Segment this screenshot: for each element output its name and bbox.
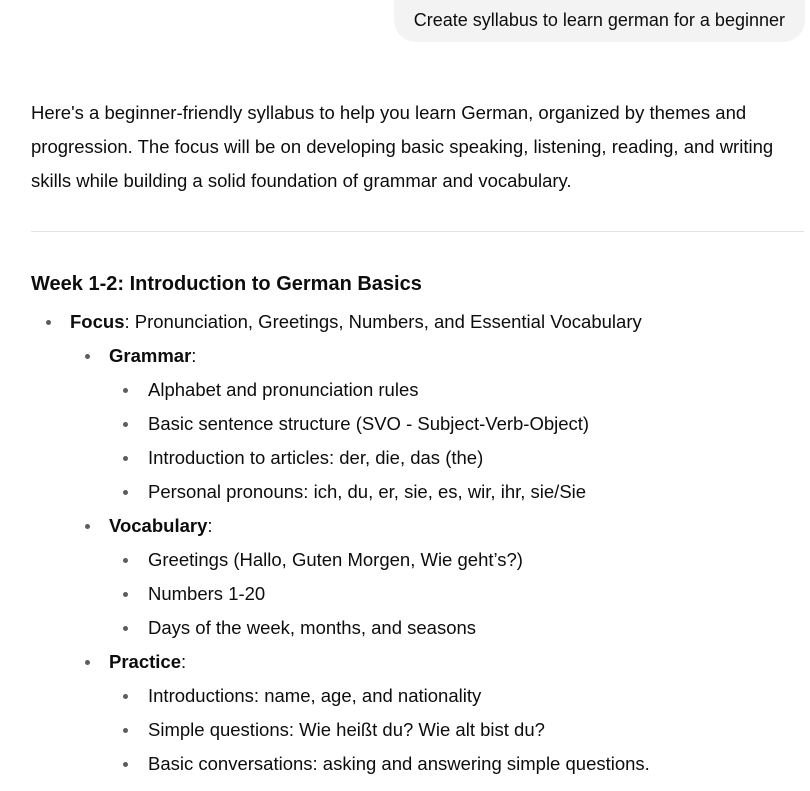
focus-item [31, 305, 804, 781]
section-suffix: : [207, 515, 213, 536]
list-item: Basic sentence structure (SVO - Subject-Verb-Object) [109, 407, 804, 441]
list-item: Introductions: name, age, and nationality [109, 679, 804, 713]
list-item: Simple questions: Wie heißt du? Wie alt bist du? [109, 713, 804, 747]
assistant-response [31, 96, 804, 781]
list-item: Days of the week, months, and seasons [109, 611, 804, 645]
section-label: Vocabulary [109, 515, 208, 536]
section-vocabulary [70, 509, 804, 645]
section-suffix: : [181, 651, 187, 672]
user-message-row [0, 0, 805, 42]
week-heading: Week 1-2: Introduction to German Basics [31, 273, 422, 295]
list-item: Basic conversations: asking and answering simple questions. [109, 747, 804, 781]
vocabulary-items [109, 543, 804, 645]
section-practice [70, 645, 804, 781]
list-item: Personal pronouns: ich, du, er, sie, es, wir, ihr, sie/Sie [109, 475, 804, 509]
section-list [70, 339, 804, 781]
response-intro: Here's a beginner-friendly syllabus to help you learn German, organized by themes and progression. The focus will be on developing basic speaking, listening, reading, and writing skills while building a solid foundation of grammar and vocabulary. [31, 102, 774, 191]
list-item: Alphabet and pronunciation rules [109, 373, 804, 407]
focus-label: Focus [70, 311, 125, 332]
list-item: Numbers 1-20 [109, 577, 804, 611]
user-message-bubble: Create syllabus to learn german for a beginner [394, 0, 805, 42]
focus-list [31, 305, 804, 781]
section-label: Practice [109, 651, 181, 672]
grammar-items [109, 373, 804, 509]
practice-items [109, 679, 804, 781]
section-divider [31, 231, 804, 232]
section-suffix: : [191, 345, 197, 366]
section-grammar [70, 339, 804, 509]
list-item: Introduction to articles: der, die, das (the) [109, 441, 804, 475]
focus-text: : Pronunciation, Greetings, Numbers, and Essential Vocabulary [124, 311, 642, 332]
section-label: Grammar [109, 345, 192, 366]
list-item: Greetings (Hallo, Guten Morgen, Wie geht’s?) [109, 543, 804, 577]
